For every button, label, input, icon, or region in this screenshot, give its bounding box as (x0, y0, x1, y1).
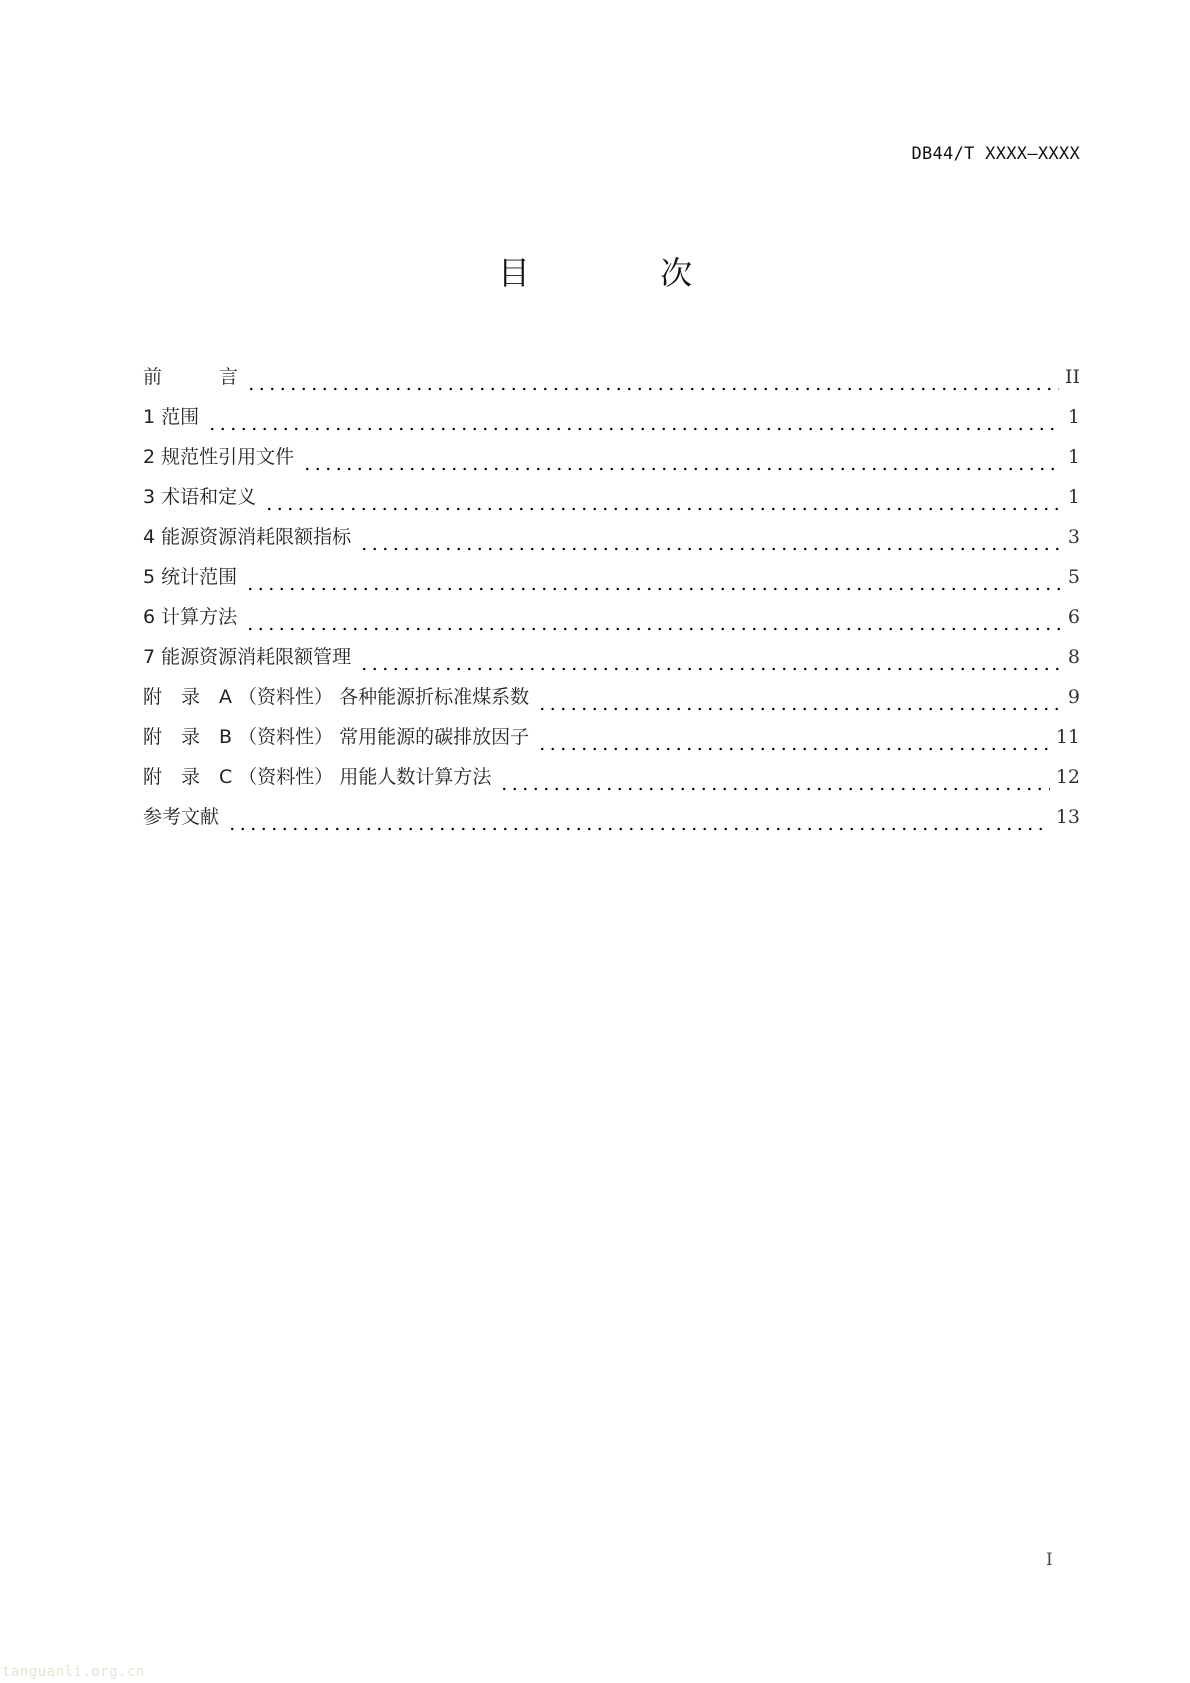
toc-entry-appendix-a[interactable] (143, 682, 1080, 722)
document-code-header: DB44/T XXXX—XXXX (911, 144, 1080, 164)
dot-leader (243, 570, 1060, 594)
toc-entry-foreword[interactable] (143, 362, 1080, 402)
toc-entry-label: 4 能源资源消耗限额指标 (143, 526, 352, 548)
toc-entry-page: 3 (1067, 526, 1080, 548)
toc-entry-label: 附 录 C （资料性） 用能人数计算方法 (143, 766, 492, 788)
toc-entry-label: 前 言 (143, 366, 239, 388)
dot-leader (300, 450, 1060, 474)
toc-entry-consumption-limit-management[interactable] (143, 642, 1080, 682)
page-number: I (1046, 1550, 1053, 1570)
toc-entry-calculation-method[interactable] (143, 602, 1080, 642)
dot-leader (497, 770, 1049, 794)
toc-entry-label: 附 录 B （资料性） 常用能源的碳排放因子 (143, 726, 530, 748)
toc-entry-page: 11 (1055, 726, 1080, 748)
dot-leader (205, 410, 1060, 434)
dot-leader (535, 730, 1050, 754)
toc-entry-page: 12 (1055, 766, 1080, 788)
toc-entry-label: 附 录 A （资料性） 各种能源折标准煤系数 (143, 686, 530, 708)
dot-leader (357, 530, 1060, 554)
toc-entry-appendix-b[interactable] (143, 722, 1080, 762)
toc-entry-appendix-c[interactable] (143, 762, 1080, 802)
toc-entry-statistical-scope[interactable] (143, 562, 1080, 602)
toc-entry-label: 5 统计范围 (143, 566, 238, 588)
toc-entry-normative-references[interactable] (143, 442, 1080, 482)
toc-entry-terms-definitions[interactable] (143, 482, 1080, 522)
dot-leader (243, 610, 1060, 634)
toc-entry-page: 1 (1067, 446, 1080, 468)
toc-entry-page: 1 (1067, 486, 1080, 508)
table-of-contents (143, 362, 1080, 842)
dot-leader (244, 370, 1059, 394)
toc-entry-label: 1 范围 (143, 406, 200, 428)
toc-entry-page: 1 (1067, 406, 1080, 428)
toc-entry-label: 2 规范性引用文件 (143, 446, 295, 468)
toc-title: 目 次 (497, 254, 753, 292)
toc-entry-label: 7 能源资源消耗限额管理 (143, 646, 352, 668)
toc-entry-page: II (1064, 366, 1080, 388)
toc-entry-label: 3 术语和定义 (143, 486, 257, 508)
toc-entry-bibliography[interactable] (143, 802, 1080, 842)
toc-entry-page: 5 (1067, 566, 1080, 588)
dot-leader (262, 490, 1060, 514)
dot-leader (225, 810, 1050, 834)
watermark: tanguanli.org.cn (2, 1664, 145, 1680)
toc-entry-label: 6 计算方法 (143, 606, 238, 628)
toc-entry-scope[interactable] (143, 402, 1080, 442)
toc-entry-label: 参考文献 (143, 806, 220, 828)
toc-entry-page: 9 (1067, 686, 1080, 708)
toc-entry-page: 6 (1067, 606, 1080, 628)
toc-entry-consumption-limit-indicators[interactable] (143, 522, 1080, 562)
dot-leader (357, 650, 1060, 674)
dot-leader (535, 690, 1060, 714)
toc-entry-page: 8 (1067, 646, 1080, 668)
toc-entry-page: 13 (1055, 806, 1080, 828)
